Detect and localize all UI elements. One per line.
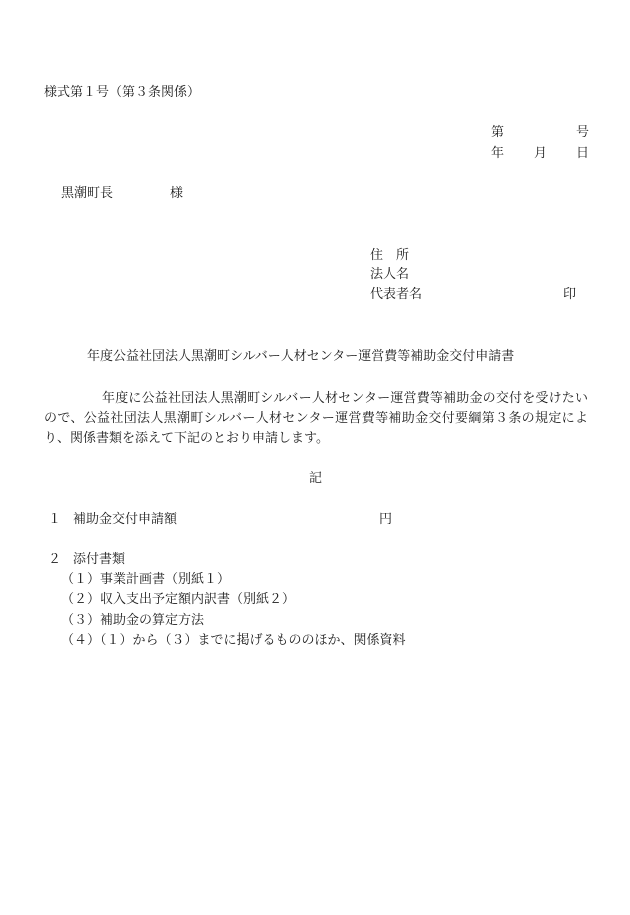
applicant-address-label: 住 所	[370, 248, 410, 263]
item1-label: 補助金交付申請額	[73, 512, 178, 527]
attachment-item: （４）（１）から（３）までに掲げるもののほか、関係資料	[61, 633, 406, 648]
ki-heading: 記	[309, 471, 323, 486]
attachment-item: （２）収入支出予定額内訳書（別紙２）	[61, 592, 296, 607]
item1-unit: 円	[379, 512, 393, 527]
item2-number: ２	[48, 552, 62, 567]
addressee-name: 黒潮町長	[61, 186, 114, 201]
date-year: 年	[491, 146, 505, 161]
applicant-rep-label: 代表者名	[370, 287, 423, 302]
date-month: 月	[534, 146, 548, 161]
applicant-corp-label: 法人名	[370, 267, 410, 282]
doc-number-suffix: 号	[576, 125, 590, 140]
date-day: 日	[576, 146, 590, 161]
attachment-item: （１）事業計画書（別紙１）	[61, 572, 231, 587]
seal-mark: 印	[563, 287, 577, 302]
body-paragraph: 年度に公益社団法人黒潮町シルバー人材センター運営費等補助金の交付を受けたいので、公益社団法人黒潮町シルバー人材センター運営費等補助金交付要綱第３条の規定により、関係書類を添えて下記のとおり申請します。	[44, 391, 588, 446]
attachment-item: （３）補助金の算定方法	[61, 613, 205, 628]
document-title: 年度公益社団法人黒潮町シルバー人材センター運営費等補助金交付申請書	[87, 349, 515, 364]
addressee-honorific: 様	[170, 186, 184, 201]
item1-number: １	[48, 512, 62, 527]
doc-number-prefix: 第	[491, 125, 505, 140]
form-number: 様式第１号（第３条関係）	[44, 85, 201, 100]
item2-label: 添付書類	[73, 552, 126, 567]
